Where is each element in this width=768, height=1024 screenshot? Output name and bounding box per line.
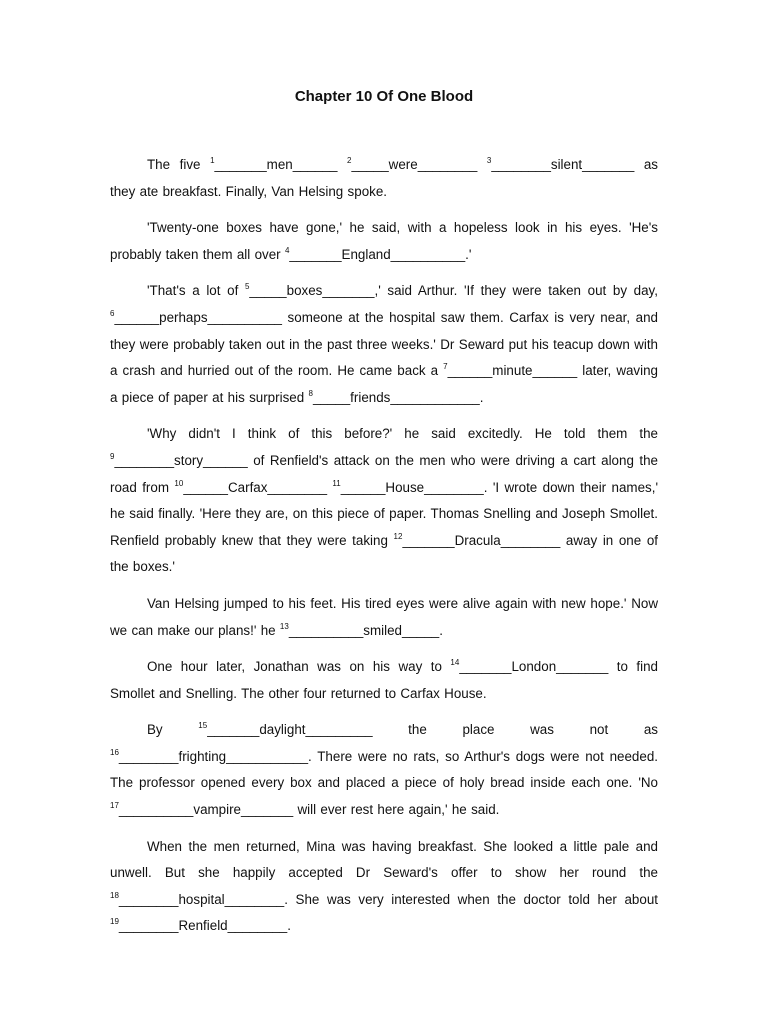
blank-number: 18	[110, 890, 119, 900]
blank-number: 13	[279, 621, 289, 631]
blank-number: 8	[308, 388, 313, 398]
blank-number: 15	[198, 721, 208, 731]
chapter-title: Chapter 10 Of One Blood	[294, 88, 474, 105]
blank-number: 10	[174, 478, 184, 488]
blank-number: 5	[244, 282, 250, 292]
blank-number: 9	[110, 451, 115, 461]
blank-number: 17	[110, 801, 119, 811]
paragraph-3: 'That's a lot of $^5$_____boxes_______,' said Arthur. 'If they were taken out by day, $^6$______perhaps__________ someone at the hospital saw them. Carfax is very near, and they were probably taken out in the past three weeks.' Dr Seward put his teacup down with a crash and hurried out of the room. He came back a $^7$______minute______ later, waving a piece of paper at his surprised $^8$_____friends____________.	[110, 282, 658, 405]
paragraph-8: When the men returned, Mina was having breakfast. She looked a little pale and unwell. But she happily accepted Dr Seward's offer to show her round the $^{18}$________hospital________. She was very interested when the doctor told her about $^{19}$________Renfield________.	[110, 838, 658, 934]
blank-number: 12	[393, 531, 403, 541]
paragraph-7: By $^{15}$_______daylight_________ the place was not as $^{16}$________frighting___________. There were no rats, so Arthur's dogs were not needed. The professor opened every box and placed a piece of holy bread inside each one. 'No $^{17}$__________vampire_______ will ever rest here again,' he said.	[110, 721, 659, 818]
paragraph-5: Van Helsing jumped to his feet. His tired eyes were alive again with new hope.' Now we can make our plans!' he $^{13}$__________smiled_____.	[110, 595, 658, 638]
blank-number: 11	[332, 478, 341, 488]
blank-number: 6	[110, 308, 115, 318]
blank-number: 7	[443, 362, 448, 372]
blank-number: 2	[346, 156, 352, 165]
paragraph-4: 'Why didn't I think of this before?' he said excitedly. He told them the $^9$________story______ of Renfield's attack on the men who were driving a cart along the road from $^{10}$______Carfax________ $^{11}$______House________. 'I wrote down their names,' he said finally. 'Here they are, on this piece of paper. Thomas Snelling and Joseph Smollet. Renfield probably knew that they were taking $^{12}$_______Dracula________ away in one of the boxes.'	[110, 426, 658, 575]
blank-number: 19	[110, 917, 119, 927]
blank-number: 4	[284, 245, 290, 255]
blank-number: 14	[450, 658, 460, 668]
paragraph-2: 'Twenty-one boxes have gone,' he said, with a hopeless look in his eyes. 'He's probably taken them all over $^4$_______England__________.'	[110, 220, 658, 262]
blank-number: 3	[486, 156, 492, 165]
blank-number: 1	[210, 156, 215, 165]
paragraph-6: One hour later, Jonathan was on his way to $^{14}$_______London_______ to find Smollet and Snelling. The other four returned to Carfax House.	[110, 658, 659, 701]
paragraph-1: The five $^1$_______men______ $^2$_____were________ $^3$________silent_______ as they ate breakfast. Finally, Van Helsing spoke.	[110, 156, 659, 199]
blank-number: 16	[110, 747, 119, 757]
